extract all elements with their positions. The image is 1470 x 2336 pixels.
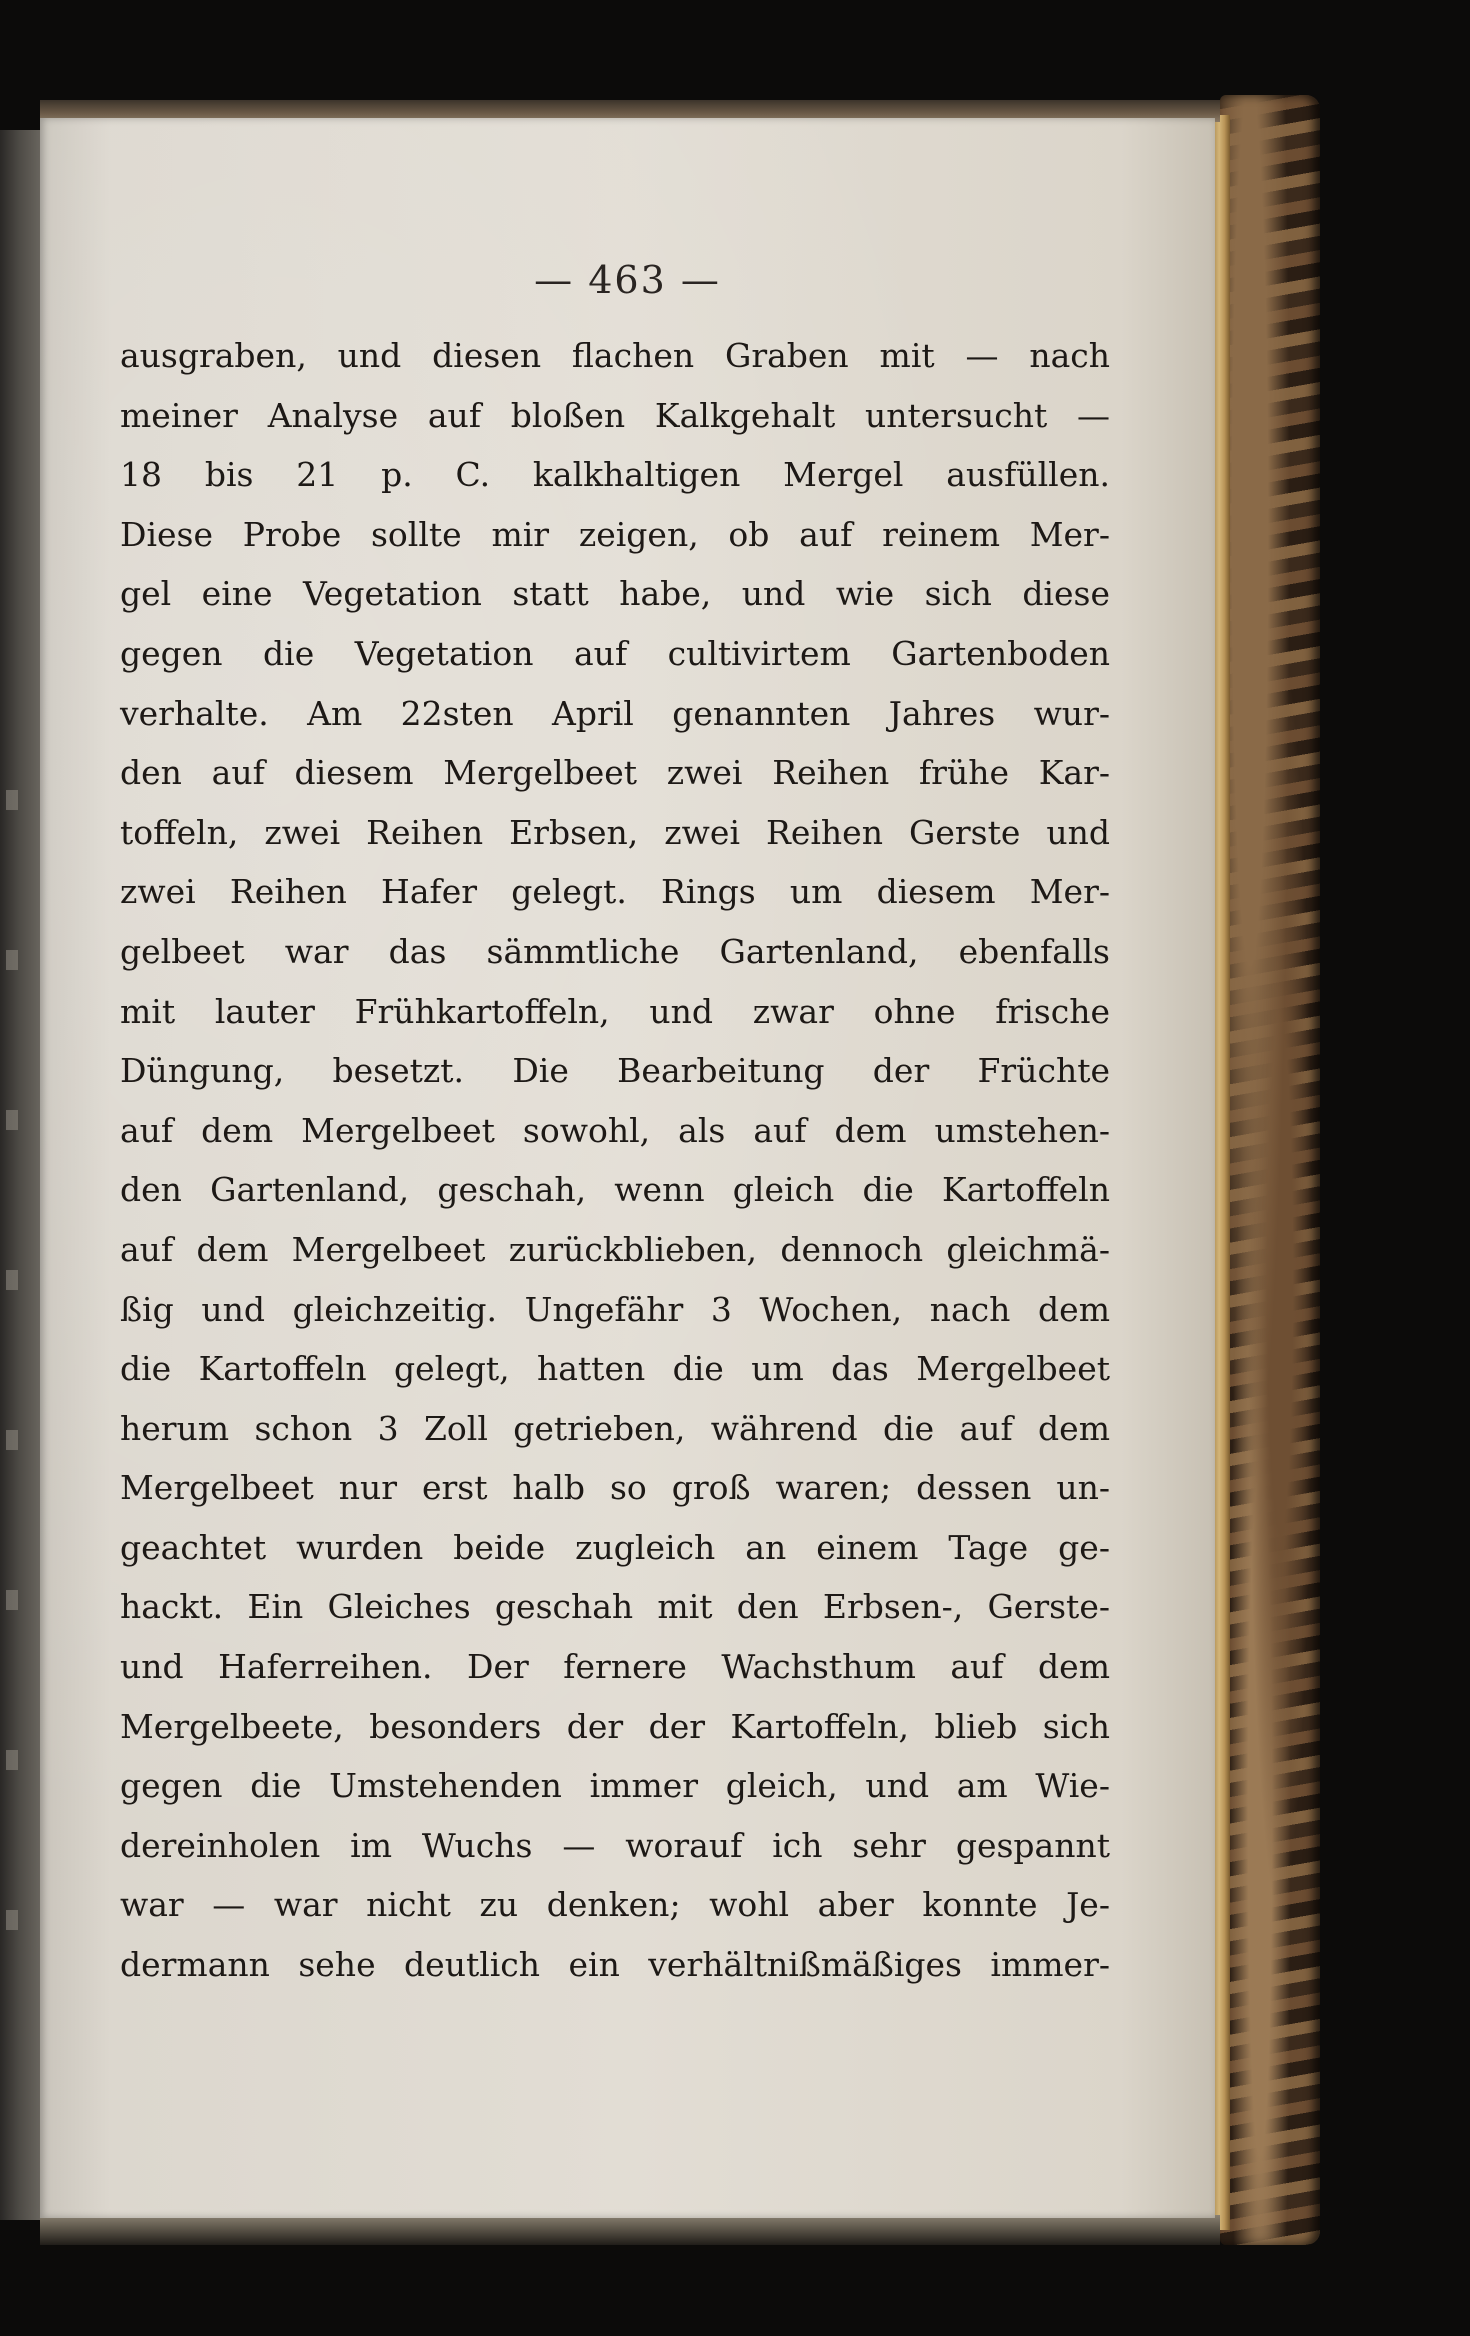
text-line: ßig und gleichzeitig. Ungefähr 3 Wochen, nach dem <box>120 1289 1110 1329</box>
text-line: Diese Probe sollte mir zeigen, ob auf reinem Mer- <box>120 514 1110 554</box>
page-bottom-edge <box>40 2215 1220 2245</box>
text-line: gelbeet war das sämmtliche Gartenland, ebenfalls <box>120 931 1110 971</box>
text-line: hackt. Ein Gleiches geschah mit den Erbsen-, Gerste- <box>120 1587 1110 1627</box>
text-line: ausgraben, und diesen flachen Graben mit — nach <box>120 336 1110 375</box>
book-page <box>40 118 1215 2218</box>
text-line: toffeln, zwei Reihen Erbsen, zwei Reihen Gerste und <box>120 812 1110 852</box>
text-line: gegen die Vegetation auf cultivirtem Gartenboden <box>120 633 1110 673</box>
text-line: den auf diesem Mergelbeet zwei Reihen frühe Kar- <box>120 753 1110 793</box>
text-line: 18 bis 21 p. C. kalkhaltigen Mergel ausfüllen. <box>120 455 1110 495</box>
page-body-text <box>120 326 1110 1995</box>
text-line: geachtet wurden beide zugleich an einem Tage ge- <box>120 1527 1110 1567</box>
text-line: meiner Analyse auf bloßen Kalkgehalt untersucht — <box>120 395 1110 435</box>
text-line: zwei Reihen Hafer gelegt. Rings um diesem Mer- <box>120 872 1110 912</box>
text-line: auf dem Mergelbeet zurückblieben, dennoch gleichmä- <box>120 1229 1110 1269</box>
text-line: und Haferreihen. Der fernere Wachsthum auf dem <box>120 1647 1110 1687</box>
text-line: dermann sehe deutlich ein verhältnißmäßiges immer- <box>120 1945 1110 1985</box>
text-line: mit lauter Frühkartoffeln, und zwar ohne frische <box>120 991 1110 1031</box>
text-line: herum schon 3 Zoll getrieben, während die auf dem <box>120 1408 1110 1448</box>
text-line: Mergelbeete, besonders der der Kartoffeln, blieb sich <box>120 1706 1110 1746</box>
text-line: gel eine Vegetation statt habe, und wie sich diese <box>120 574 1110 614</box>
text-line: dereinholen im Wuchs — worauf ich sehr gespannt <box>120 1825 1110 1865</box>
text-line: Mergelbeet nur erst halb so groß waren; dessen un- <box>120 1468 1110 1508</box>
text-line: war — war nicht zu denken; wohl aber konnte Je- <box>120 1885 1110 1925</box>
text-line: verhalte. Am 22sten April genannten Jahres wur- <box>120 693 1110 733</box>
previous-page-text-marks <box>6 700 18 2000</box>
text-line: Düngung, besetzt. Die Bearbeitung der Früchte <box>120 1051 1110 1091</box>
text-line: auf dem Mergelbeet sowohl, als auf dem umstehen- <box>120 1110 1110 1150</box>
book-cover-marbled <box>1220 95 1320 2245</box>
text-line: den Gartenland, geschah, wenn gleich die Kartoffeln <box>120 1170 1110 1210</box>
text-line: gegen die Umstehenden immer gleich, und am Wie- <box>120 1766 1110 1806</box>
page-number: — 463 — <box>534 258 721 302</box>
text-line: die Kartoffeln gelegt, hatten die um das Mergelbeet <box>120 1349 1110 1389</box>
